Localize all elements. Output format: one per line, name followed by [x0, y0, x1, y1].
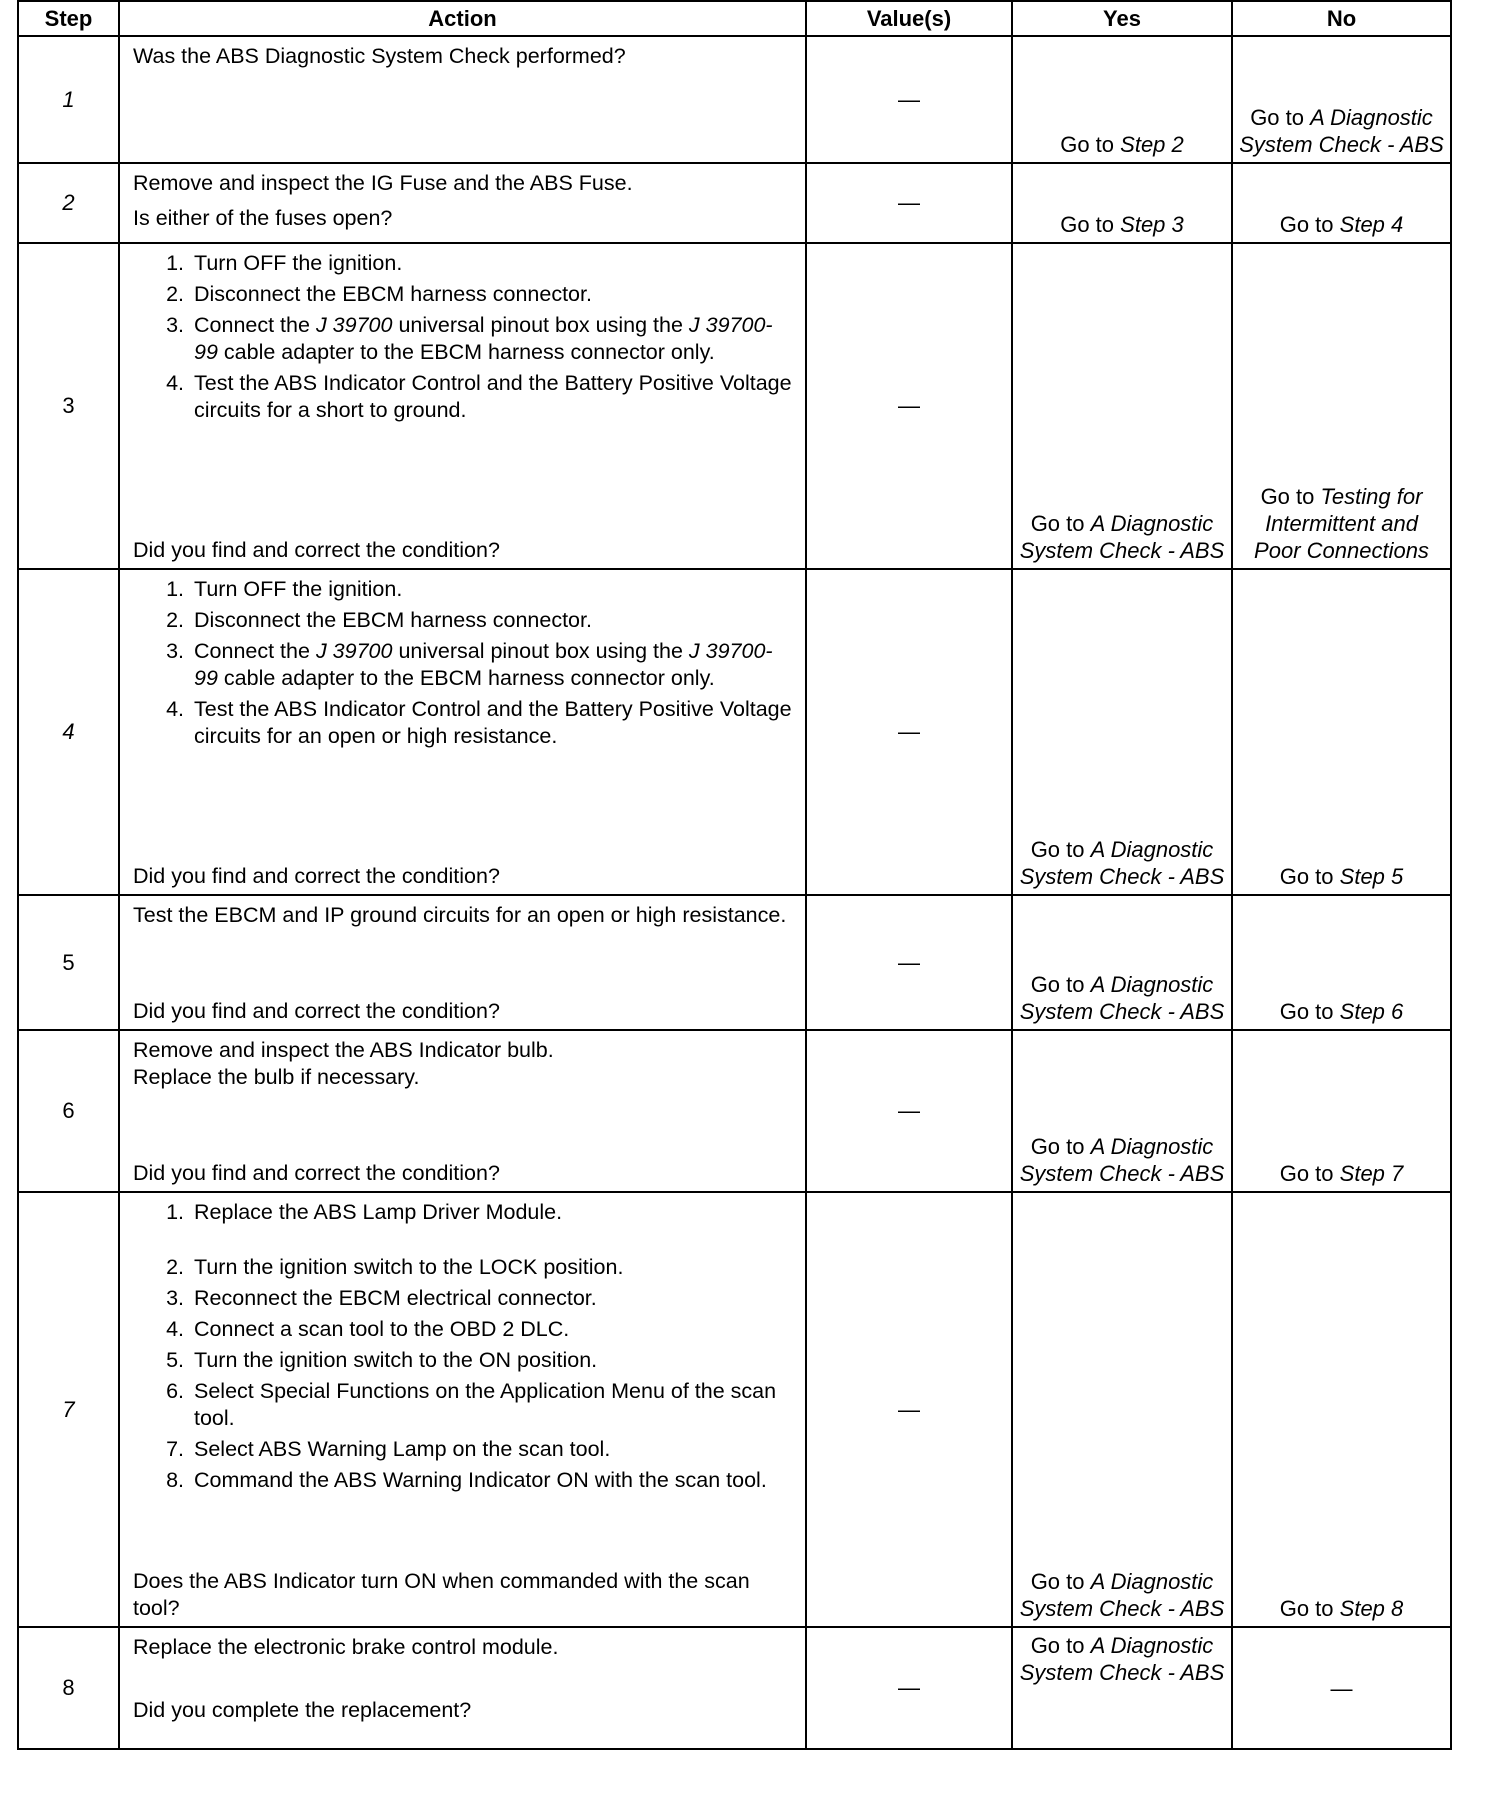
action-cell	[119, 36, 806, 163]
action-step	[190, 638, 795, 692]
action-step: 2. Disconnect the EBCM harness connector.	[190, 281, 795, 308]
action-cell	[119, 569, 806, 895]
action-question: Did you find and correct the condition?	[133, 1161, 500, 1185]
yes-ref: A Diagnostic System Check - ABS	[1019, 1134, 1225, 1186]
action-question: Did you find and correct the condition?	[133, 864, 500, 888]
no-cell	[1232, 243, 1451, 569]
table-row	[18, 1030, 1451, 1192]
no-cell: —	[1232, 1627, 1451, 1749]
value-cell: —	[806, 1192, 1012, 1627]
no-cell	[1232, 895, 1451, 1030]
no-cell	[1232, 1192, 1451, 1627]
value-cell: —	[806, 36, 1012, 163]
tool-ref: J 39700	[315, 313, 393, 337]
value-cell: —	[806, 895, 1012, 1030]
yes-goto: Go to	[1030, 972, 1085, 997]
step-text: Connect the	[194, 313, 310, 337]
action-cell	[119, 1627, 806, 1749]
step-text: Connect the	[194, 639, 310, 663]
value-cell: —	[806, 243, 1012, 569]
yes-cell	[1012, 1192, 1232, 1627]
step-number: 8	[18, 1627, 119, 1749]
no-cell	[1232, 1030, 1451, 1192]
tool-ref: J 39700-99	[194, 313, 773, 364]
no-ref: Step 6	[1339, 999, 1404, 1024]
yes-ref: Step 2	[1120, 132, 1184, 157]
yes-goto: Go to	[1060, 132, 1115, 157]
no-ref: Step 4	[1339, 212, 1404, 237]
tool-ref: J 39700	[315, 639, 393, 663]
no-goto: Go to	[1260, 484, 1315, 509]
table-row	[18, 1627, 1451, 1749]
action-line: Replace the electronic brake control module.	[133, 1635, 559, 1659]
no-cell	[1232, 36, 1451, 163]
table-row	[18, 569, 1451, 895]
action-question: Does the ABS Indicator turn ON when commanded with the scan tool?	[133, 1569, 750, 1620]
step-number: 6	[18, 1030, 119, 1192]
action-question: Did you find and correct the condition?	[133, 538, 500, 562]
table-row	[18, 1192, 1451, 1627]
no-goto: Go to	[1279, 864, 1334, 889]
action-step: 1. Turn OFF the ignition.	[190, 250, 795, 277]
header-step: Step	[18, 1, 119, 36]
value-cell: —	[806, 1030, 1012, 1192]
action-step: 4. Test the ABS Indicator Control and the Battery Positive Voltage circuits for an open or high resistance.	[190, 696, 795, 750]
yes-cell	[1012, 1030, 1232, 1192]
action-cell	[119, 1030, 806, 1192]
no-ref: Testing for Intermittent and Poor Connections	[1254, 484, 1429, 563]
yes-cell	[1012, 1627, 1232, 1749]
no-ref: Step 7	[1339, 1161, 1404, 1186]
no-goto: Go to	[1250, 105, 1304, 130]
yes-ref: A Diagnostic System Check - ABS	[1019, 1633, 1225, 1685]
action-step: 1. Replace the ABS Lamp Driver Module.	[190, 1199, 795, 1226]
action-question: Is either of the fuses open?	[133, 206, 393, 230]
action-step: 7. Select ABS Warning Lamp on the scan tool.	[190, 1436, 795, 1463]
yes-goto: Go to	[1060, 212, 1115, 237]
step-number: 1	[18, 36, 119, 163]
step-number: 4	[18, 569, 119, 895]
yes-cell	[1012, 243, 1232, 569]
action-question: Did you find and correct the condition?	[133, 999, 500, 1023]
yes-ref: A Diagnostic System Check - ABS	[1019, 1569, 1225, 1621]
action-line: Test the EBCM and IP ground circuits for an open or high resistance.	[133, 903, 787, 927]
step-text: universal pinout box using the	[398, 639, 683, 663]
action-cell	[119, 163, 806, 243]
action-step: 4. Connect a scan tool to the OBD 2 DLC.	[190, 1316, 795, 1343]
no-goto: Go to	[1279, 1161, 1334, 1186]
value-cell: —	[806, 163, 1012, 243]
yes-goto: Go to	[1030, 1569, 1085, 1594]
tool-ref: J 39700-99	[194, 639, 773, 690]
header-row	[18, 1, 1451, 36]
yes-cell	[1012, 163, 1232, 243]
action-step: 8. Command the ABS Warning Indicator ON with the scan tool.	[190, 1467, 795, 1494]
no-cell	[1232, 569, 1451, 895]
table-row	[18, 36, 1451, 163]
action-step: 5. Turn the ignition switch to the ON position.	[190, 1347, 795, 1374]
action-steps	[133, 250, 795, 428]
header-no: No	[1232, 1, 1451, 36]
step-text: cable adapter to the EBCM harness connector only.	[223, 340, 715, 364]
action-step: 2. Turn the ignition switch to the LOCK position.	[190, 1254, 795, 1281]
header-yes: Yes	[1012, 1, 1232, 36]
action-step: 1. Turn OFF the ignition.	[190, 576, 795, 603]
header-values: Value(s)	[806, 1, 1012, 36]
yes-cell	[1012, 569, 1232, 895]
action-steps	[133, 1199, 795, 1498]
value-cell: —	[806, 569, 1012, 895]
step-number: 5	[18, 895, 119, 1030]
yes-goto: Go to	[1030, 511, 1085, 536]
action-question: Did you complete the replacement?	[133, 1698, 472, 1722]
yes-ref: A Diagnostic System Check - ABS	[1019, 837, 1225, 889]
yes-cell	[1012, 36, 1232, 163]
yes-goto: Go to	[1030, 1134, 1085, 1159]
action-step: 4. Test the ABS Indicator Control and the Battery Positive Voltage circuits for a short to ground.	[190, 370, 795, 424]
action-line: Remove and inspect the IG Fuse and the ABS Fuse.	[133, 171, 633, 195]
action-cell	[119, 895, 806, 1030]
yes-goto: Go to	[1030, 1633, 1085, 1658]
table-row	[18, 895, 1451, 1030]
action-step: 3. Reconnect the EBCM electrical connector.	[190, 1285, 795, 1312]
step-number: 3	[18, 243, 119, 569]
no-cell	[1232, 163, 1451, 243]
no-goto: Go to	[1279, 212, 1334, 237]
no-goto: Go to	[1279, 1596, 1334, 1621]
yes-goto: Go to	[1030, 837, 1085, 862]
step-text: cable adapter to the EBCM harness connector only.	[223, 666, 715, 690]
step-number: 7	[18, 1192, 119, 1627]
table-row	[18, 163, 1451, 243]
action-step	[190, 312, 795, 366]
yes-ref: Step 3	[1120, 212, 1184, 237]
step-text: universal pinout box using the	[398, 313, 683, 337]
no-ref: Step 8	[1339, 1596, 1404, 1621]
no-goto: Go to	[1279, 999, 1334, 1024]
header-action: Action	[119, 1, 806, 36]
action-line: Replace the bulb if necessary.	[133, 1065, 420, 1089]
yes-ref: A Diagnostic System Check - ABS	[1019, 511, 1225, 563]
action-question: Was the ABS Diagnostic System Check performed?	[133, 44, 626, 68]
action-cell	[119, 1192, 806, 1627]
table-row	[18, 243, 1451, 569]
action-step: 2. Disconnect the EBCM harness connector.	[190, 607, 795, 634]
no-ref: Step 5	[1339, 864, 1404, 889]
step-number: 2	[18, 163, 119, 243]
yes-ref: A Diagnostic System Check - ABS	[1019, 972, 1225, 1024]
action-step: 6. Select Special Functions on the Application Menu of the scan tool.	[190, 1378, 795, 1432]
diagnostic-table	[17, 0, 1452, 1750]
action-steps	[133, 576, 795, 754]
no-ref: A Diagnostic System Check - ABS	[1239, 105, 1444, 157]
value-cell: —	[806, 1627, 1012, 1749]
action-line: Remove and inspect the ABS Indicator bulb.	[133, 1038, 554, 1062]
yes-cell	[1012, 895, 1232, 1030]
action-cell	[119, 243, 806, 569]
